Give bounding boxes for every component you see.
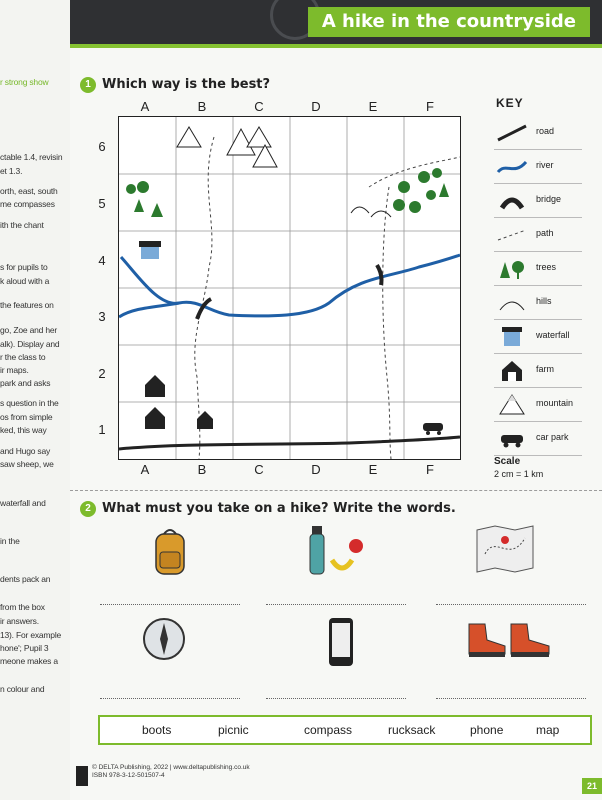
key-row-trees: [494, 252, 582, 286]
river: [121, 255, 460, 316]
key-label-car-park: car park: [536, 432, 569, 442]
col-label-b-top: B: [197, 99, 207, 114]
word-compass: compass: [304, 723, 353, 737]
key-label-farm: farm: [536, 364, 554, 374]
word-map: map: [536, 723, 560, 737]
key-label-waterfall: waterfall: [536, 330, 570, 340]
left-page-line: s question in the: [0, 398, 59, 408]
row-label-6: 6: [98, 139, 106, 154]
col-label-e-bottom: E: [368, 462, 378, 477]
compass-icon: [142, 617, 186, 661]
key-row-waterfall: [494, 320, 582, 354]
question-2-text: What must you take on a hike? Write the words.: [102, 501, 456, 516]
key-label-river: river: [536, 160, 554, 170]
key-label-hills: hills: [536, 296, 552, 306]
key-label-trees: trees: [536, 262, 557, 272]
grid-lines: [119, 117, 460, 459]
scale-title: Scale: [494, 456, 521, 467]
key-label-path: path: [536, 228, 554, 238]
word-rucksack: rucksack: [388, 723, 436, 737]
answer-line-rucksack[interactable]: [100, 604, 240, 605]
key-title: KEY: [496, 96, 524, 110]
scale-text: 2 cm = 1 km: [494, 469, 544, 479]
left-page-line: 13). For example: [0, 630, 62, 640]
key-row-river: [494, 150, 582, 184]
answer-line-picnic[interactable]: [266, 604, 406, 605]
car-park-icon: [496, 426, 528, 451]
mountain-icon: [496, 392, 528, 417]
left-page-line: the features on: [0, 300, 54, 310]
left-page-line: ir maps.: [0, 365, 29, 375]
path-east: [383, 187, 391, 459]
word-phone: phone: [470, 723, 504, 737]
trees-icon: [496, 256, 528, 281]
left-page-line: saw sheep, we: [0, 459, 54, 469]
left-page-line: park and asks: [0, 378, 51, 388]
left-page-line: os from simple: [0, 412, 53, 422]
workbook-page: [70, 0, 602, 800]
phone-icon: [327, 616, 355, 668]
rucksack-icon: [150, 526, 190, 578]
col-label-f-bottom: F: [426, 462, 434, 477]
road: [119, 437, 460, 449]
left-page-line: hone'; Pupil 3: [0, 643, 49, 653]
row-label-2: 2: [98, 366, 106, 381]
header-bar: [70, 0, 602, 44]
footer-copyright: © DELTA Publishing, 2022 | www.deltapublishing.co.uk: [92, 764, 250, 771]
left-page-line: waterfall and: [0, 498, 46, 508]
left-page-line: et 1.3.: [0, 166, 23, 176]
left-page-line: k aloud with a: [0, 276, 50, 286]
row-label-1: 1: [98, 422, 106, 437]
boots-icon: [465, 618, 553, 660]
page-number: 21: [582, 778, 602, 794]
hills-icon: [496, 290, 528, 315]
question-1-text: Which way is the best?: [102, 77, 271, 92]
answer-line-boots[interactable]: [436, 698, 586, 699]
word-picnic: picnic: [218, 723, 249, 737]
left-page-line: s for pupils to: [0, 262, 48, 272]
road-icon: [496, 120, 528, 145]
left-page-line: alk). Display and: [0, 339, 60, 349]
key-row-hills: [494, 286, 582, 320]
col-label-d-top: D: [311, 99, 321, 114]
left-page-line: in the: [0, 536, 20, 546]
trees-a5: [126, 181, 163, 217]
trees-f5: [393, 168, 449, 213]
section-divider: [70, 490, 602, 491]
car-park-f1: [423, 423, 443, 435]
answer-line-phone[interactable]: [266, 698, 406, 699]
col-label-a-bottom: A: [140, 462, 150, 477]
key-row-car-park: [494, 422, 582, 456]
left-page-line: and Hugo say: [0, 446, 51, 456]
header-accent-stripe: [70, 44, 602, 48]
question-1-number: 1: [80, 77, 96, 93]
footer: [92, 764, 250, 780]
hills: [351, 207, 391, 217]
left-page-line: ith the chant: [0, 220, 44, 230]
row-label-3: 3: [98, 309, 106, 324]
col-label-d-bottom: D: [311, 462, 321, 477]
waterfall-a4: [139, 241, 161, 259]
page-title: A hike in the countryside: [308, 7, 590, 37]
left-page-line: ctable 1.4, revisin: [0, 152, 63, 162]
left-page-line: r strong show: [0, 77, 49, 87]
path-north: [369, 157, 460, 187]
bridge-e4: [377, 265, 382, 285]
left-page-line: meone makes a: [0, 656, 58, 666]
river-icon: [496, 154, 528, 179]
col-label-c-top: C: [254, 99, 264, 114]
answer-line-map[interactable]: [436, 604, 586, 605]
word-box: [98, 715, 592, 745]
col-label-a-top: A: [140, 99, 150, 114]
col-label-e-top: E: [368, 99, 378, 114]
delta-publishing-logo: [76, 766, 88, 786]
col-label-c-bottom: C: [254, 462, 264, 477]
footer-isbn: ISBN 978-3-12-501507-4: [92, 772, 165, 779]
left-page-line: from the box: [0, 602, 45, 612]
row-label-5: 5: [98, 196, 106, 211]
key-label-road: road: [536, 126, 555, 136]
key-row-farm: [494, 354, 582, 388]
path-west: [195, 137, 214, 459]
left-page-line: dents pack an: [0, 574, 51, 584]
left-page-line: orth, east, south: [0, 186, 58, 196]
river-west-branch: [119, 303, 179, 317]
map-grid: [118, 116, 461, 460]
left-page-line: ked, this way: [0, 425, 47, 435]
left-page-line: n colour and: [0, 684, 45, 694]
map-key: [494, 116, 582, 456]
key-label-bridge: bridge: [536, 194, 562, 204]
left-page-line: r the class to: [0, 352, 46, 362]
waterfall-icon: [496, 324, 528, 349]
path-icon: [496, 222, 528, 247]
left-page-fragment: [0, 0, 71, 800]
key-row-road: [494, 116, 582, 150]
col-label-f-top: F: [426, 99, 434, 114]
map-drawing: [119, 117, 460, 459]
key-row-bridge: [494, 184, 582, 218]
row-label-4: 4: [98, 253, 106, 268]
water-bottle-apple-banana-icon: [306, 524, 372, 576]
word-boots: boots: [142, 723, 172, 737]
bridge-icon: [496, 188, 528, 213]
col-label-b-bottom: B: [197, 462, 207, 477]
key-row-path: [494, 218, 582, 252]
key-label-mountain: mountain: [536, 398, 574, 408]
left-page-line: go, Zoe and her: [0, 325, 58, 335]
answer-line-compass[interactable]: [100, 698, 240, 699]
mountains: [177, 127, 277, 167]
left-page-line: ir answers.: [0, 616, 39, 626]
question-2-number: 2: [80, 501, 96, 517]
farm-icon: [496, 358, 528, 383]
map-icon: [475, 524, 535, 574]
left-page-line: me compasses: [0, 199, 55, 209]
key-row-mountain: [494, 388, 582, 422]
